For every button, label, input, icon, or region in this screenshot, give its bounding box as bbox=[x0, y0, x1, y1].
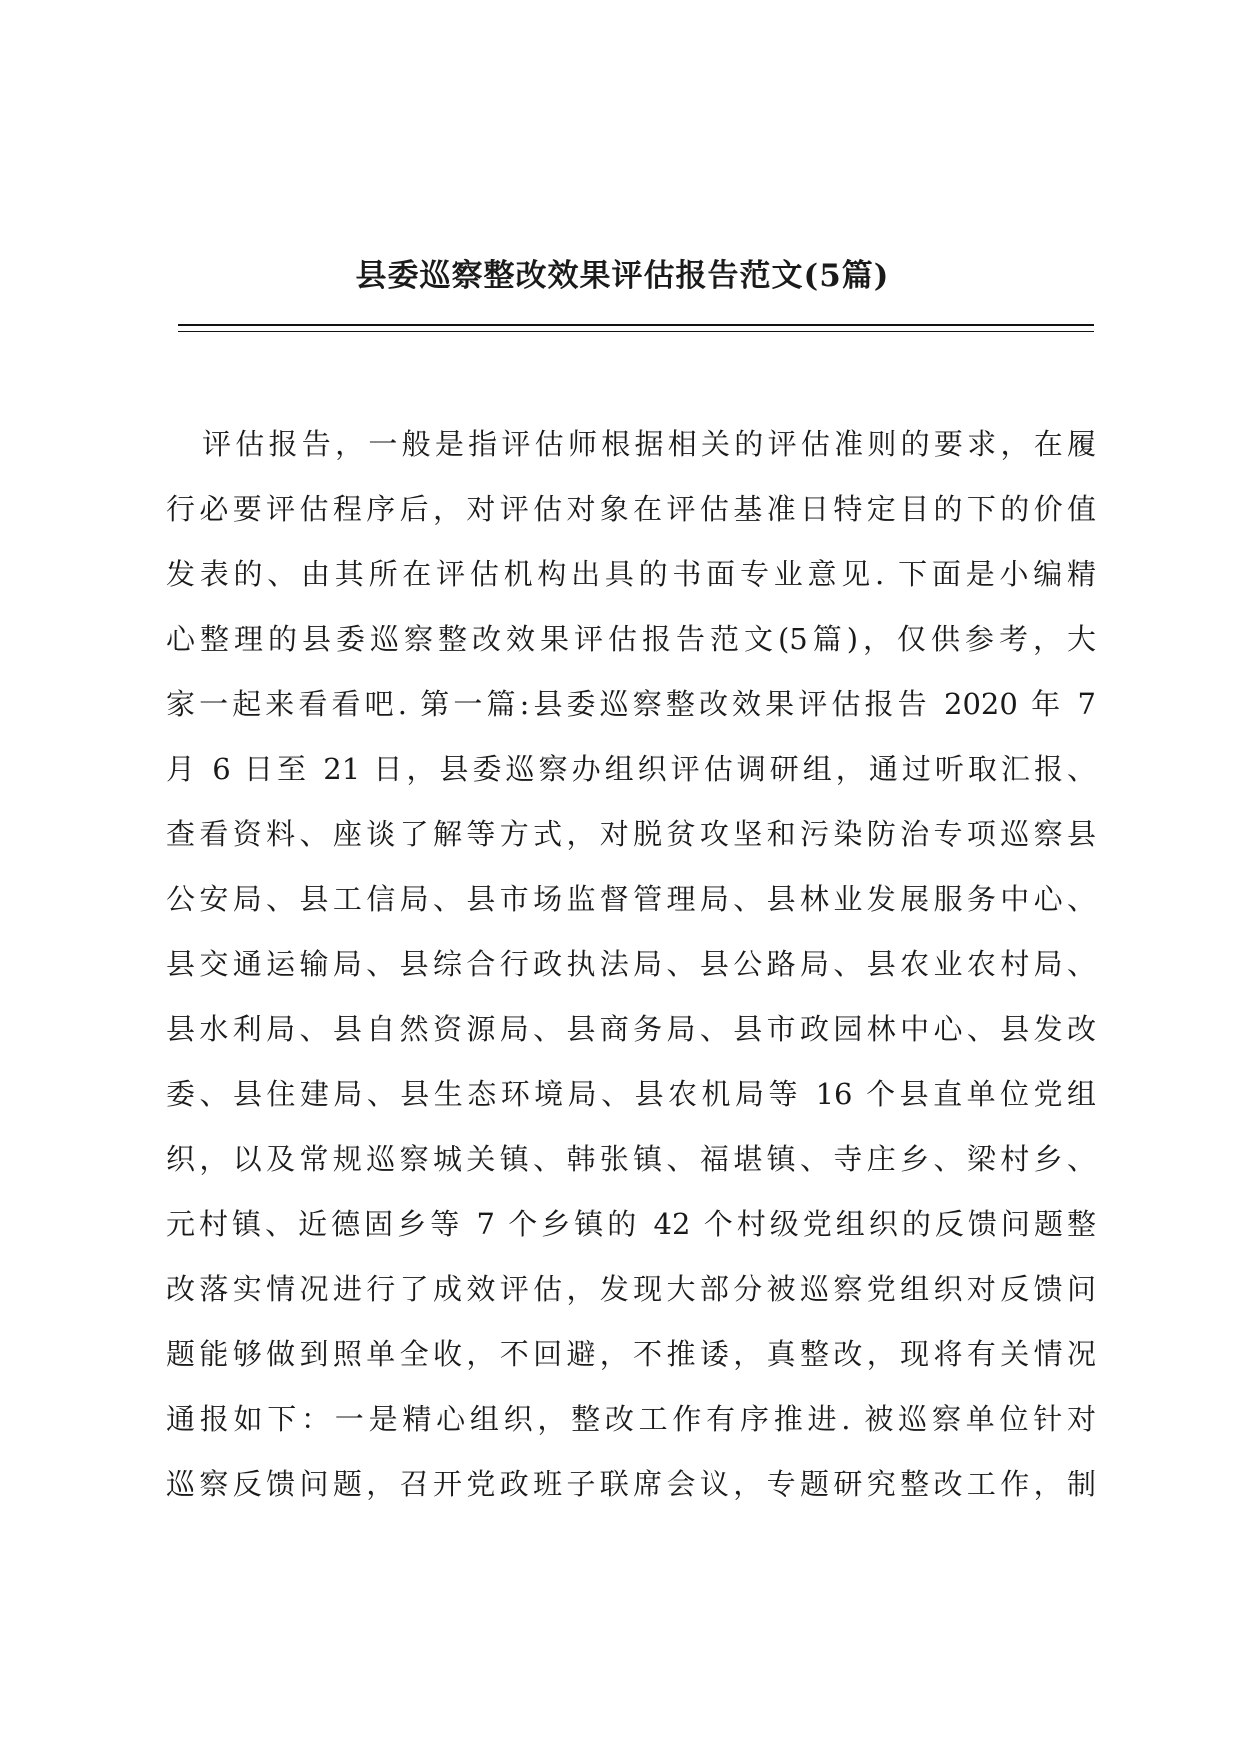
text-line: 评估报告，一般是指评估师根据相关的评估准则的要求，在履 bbox=[202, 427, 1096, 461]
text-line: 巡察反馈问题，召开党政班子联席会议，专题研究整改工作，制 bbox=[166, 1467, 1096, 1501]
text-line: 公安局、县工信局、县市场监督管理局、县林业发展服务中心、 bbox=[166, 882, 1096, 916]
title-divider bbox=[178, 324, 1094, 332]
text-line: 通报如下：一是精心组织，整改工作有序推进. 被巡察单位针对 bbox=[166, 1402, 1096, 1436]
text-line: 县水利局、县自然资源局、县商务局、县市政园林中心、县发改 bbox=[166, 1012, 1096, 1046]
text-line: 县交通运输局、县综合行政执法局、县公路局、县农业农村局、 bbox=[166, 947, 1096, 981]
text-line: 心整理的县委巡察整改效果评估报告范文(5篇)，仅供参考，大 bbox=[166, 622, 1096, 656]
document-title: 县委巡察整改效果评估报告范文(5篇) bbox=[355, 258, 890, 294]
text-line: 委、县住建局、县生态环境局、县农机局等 16 个县直单位党组 bbox=[166, 1077, 1096, 1111]
text-line: 家一起来看看吧. 第一篇:县委巡察整改效果评估报告 2020 年 7 bbox=[166, 687, 1096, 721]
text-line: 改落实情况进行了成效评估，发现大部分被巡察党组织对反馈问 bbox=[166, 1272, 1096, 1306]
body-paragraph bbox=[166, 412, 1096, 1517]
text-line: 行必要评估程序后，对评估对象在评估基准日特定目的下的价值 bbox=[166, 492, 1096, 526]
text-line: 织，以及常规巡察城关镇、韩张镇、福堪镇、寺庄乡、梁村乡、 bbox=[166, 1142, 1096, 1176]
text-line: 发表的、由其所在评估机构出具的书面专业意见. 下面是小编精 bbox=[166, 557, 1096, 591]
text-line: 查看资料、座谈了解等方式，对脱贫攻坚和污染防治专项巡察县 bbox=[166, 817, 1096, 851]
text-line: 题能够做到照单全收，不回避，不推诿，真整改，现将有关情况 bbox=[166, 1337, 1096, 1371]
text-line: 元村镇、近德固乡等 7 个乡镇的 42 个村级党组织的反馈问题整 bbox=[166, 1207, 1096, 1241]
text-line: 月 6 日至 21 日，县委巡察办组织评估调研组，通过听取汇报、 bbox=[166, 752, 1096, 786]
